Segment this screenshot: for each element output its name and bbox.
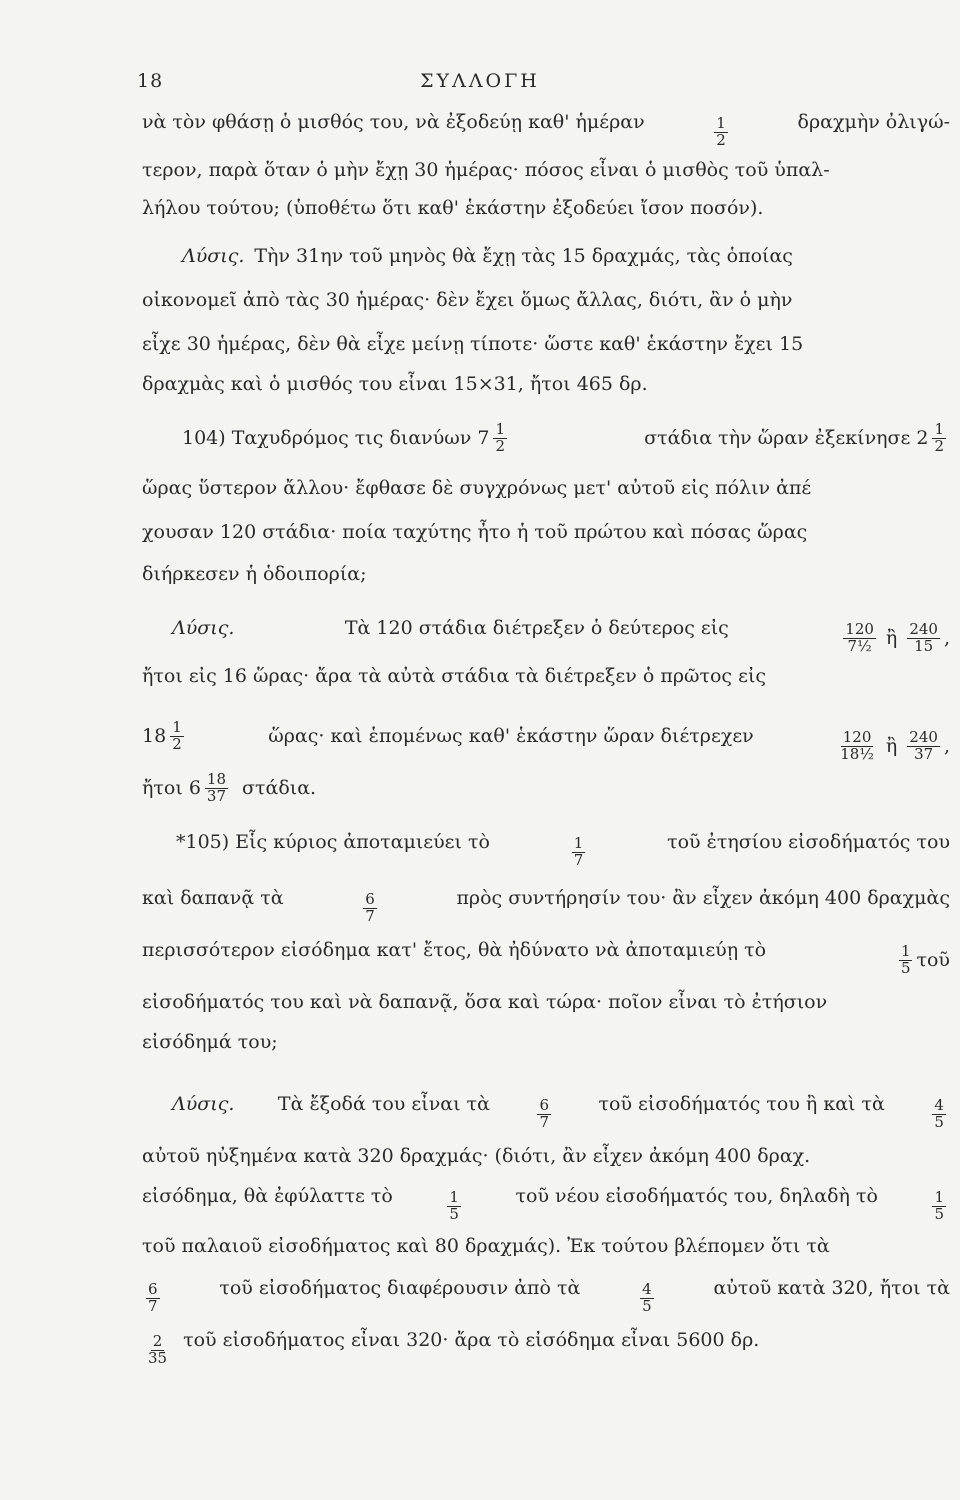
fraction: 6 7 bbox=[148, 1280, 158, 1315]
running-title: ΣΥΛΛΟΓΗ bbox=[420, 70, 540, 92]
fraction: 6 7 bbox=[365, 890, 375, 925]
fraction: 240 37 bbox=[909, 727, 938, 763]
text-line: ὥρας ὕστερον ἄλλου· ἔφθασε δὲ συγχρόνως μετ' αὐτοῦ εἰς πόλιν ἀπέ bbox=[142, 477, 812, 499]
fraction: 1 2 bbox=[495, 420, 505, 455]
text-line: οἰκονομεῖ ἀπὸ τὰς 30 ἡμέρας· δὲν ἔχει ὅμως ἄλλας, διότι, ἂν ὁ μὴν bbox=[142, 289, 793, 311]
text-line: ἤτοι 6 18 37 στάδια. bbox=[142, 770, 317, 805]
fraction: 1 5 bbox=[934, 1188, 944, 1223]
text-line: 18 1 2 ὥρας· καὶ ἑπομένως καθ' ἑκάστην ὥραν διέτρεχεν 120 18½ ἢ 240 37 , bbox=[142, 718, 950, 763]
fraction: 240 15 bbox=[909, 620, 938, 655]
text-line: 2 35 τοῦ εἰσοδήματος εἶναι 320· ἄρα τὸ εἰσόδημα εἶναι 5600 δρ. bbox=[148, 1329, 760, 1367]
text-line: ἤτοι εἰς 16 ὥρας· ἄρα τὰ αὐτὰ στάδια τὰ διέτρεξεν ὁ πρῶτος εἰς bbox=[142, 665, 767, 687]
solution-label: Λύσις. bbox=[172, 617, 235, 639]
text-line: εἰσοδήματός του καὶ νὰ δαπανᾷ, ὅσα καὶ τώρα· ποῖον εἶναι τὸ ἐτήσιον bbox=[142, 991, 828, 1013]
fraction: 4 5 bbox=[934, 1096, 944, 1131]
text-line: διήρκεσεν ἡ ὁδοιπορία; bbox=[142, 563, 367, 585]
text-line: εἰσόδημά του; bbox=[142, 1031, 278, 1053]
text-line: χουσαν 120 στάδια· ποία ταχύτης ἦτο ἡ τοῦ πρώτου καὶ πόσας ὥρας bbox=[142, 521, 808, 543]
fraction: 120 18½ bbox=[840, 727, 874, 763]
text-line: νὰ τὸν φθάσῃ ὁ μισθός του, νὰ ἐξοδεύῃ καθ' ἡμέραν 1 2 δραχμὴν ὀλιγώ- bbox=[142, 111, 950, 149]
text-line: αὐτοῦ ηὐξημένα κατὰ 320 δραχμάς· (διότι, ἂν εἶχεν ἀκόμη 400 δραχ. bbox=[142, 1145, 811, 1167]
text-line: περισσότερον εἰσόδημα κατ' ἔτος, θὰ ἠδύνατο νὰ ἀποταμιεύῃ τὸ 1 5 τοῦ bbox=[142, 939, 950, 977]
text-line: Λύσις. Τὰ ἔξοδά του εἶναι τὰ 6 7 τοῦ εἰσοδήματός του ἢ καὶ τὰ 4 5 bbox=[172, 1093, 944, 1131]
text-line: εἰσόδημα, θὰ ἐφύλαττε τὸ 1 5 τοῦ νέου εἰσοδήματός του, δηλαδὴ τὸ 1 5 bbox=[142, 1185, 944, 1223]
text-line: δραχμὰς καὶ ὁ μισθός του εἶναι 15×31, ἤτοι 465 δρ. bbox=[142, 373, 648, 395]
problem-104-line: 104) Ταχυδρόμος τις διανύων 7 1 2 στάδια τὴν ὥραν ἐξεκίνησε 2 1 2 bbox=[182, 420, 944, 455]
text-line: τοῦ παλαιοῦ εἰσοδήματος καὶ 80 δραχμάς). Ἐκ τούτου βλέπομεν ὅτι τὰ bbox=[142, 1235, 830, 1257]
text-line: Λύσις. Τὴν 31ην τοῦ μηνὸς θὰ ἔχῃ τὰς 15 δραχμάς, τὰς ὁποίας bbox=[182, 245, 793, 267]
solution-label: Λύσις. bbox=[182, 245, 245, 267]
page-number: 18 bbox=[137, 70, 164, 92]
page-body bbox=[142, 112, 950, 1380]
solution-label: Λύσις. bbox=[172, 1093, 235, 1115]
text-line: τερον, παρὰ ὅταν ὁ μὴν ἔχῃ 30 ἡμέρας· πόσος εἶναι ὁ μισθὸς τοῦ ὑπαλ- bbox=[142, 159, 830, 181]
text-line: Λύσις. Τὰ 120 στάδια διέτρεξεν ὁ δεύτερος εἰς 120 7½ ἢ 240 15 , bbox=[172, 617, 950, 655]
fraction: 1 7 bbox=[573, 834, 584, 869]
fraction: 1 2 bbox=[716, 114, 726, 149]
page-header bbox=[0, 70, 960, 100]
fraction: 6 7 bbox=[539, 1096, 549, 1131]
text-line: λήλου τούτου; (ὑποθέτω ὅτι καθ' ἑκάστην ἐξοδεύει ἴσον ποσόν). bbox=[142, 197, 764, 219]
text-line: 6 7 τοῦ εἰσοδήματος διαφέρουσιν ἀπὸ τὰ 4 5 αὐτοῦ κατὰ 320, ἤτοι τὰ bbox=[148, 1277, 950, 1315]
fraction: 18 37 bbox=[206, 770, 227, 805]
fraction: 1 2 bbox=[934, 420, 944, 455]
fraction: 1 5 bbox=[900, 942, 911, 977]
text-line: καὶ δαπανᾷ τὰ 6 7 πρὸς συντήρησίν του· ἂν εἶχεν ἀκόμη 400 δραχμὰς bbox=[142, 887, 950, 925]
fraction: 4 5 bbox=[642, 1280, 652, 1315]
fraction: 120 7½ bbox=[845, 620, 874, 655]
text-line: εἶχε 30 ἡμέρας, δὲν θὰ εἶχε μείνῃ τίποτε· ὥστε καθ' ἑκάστην ἔχει 15 bbox=[142, 333, 804, 355]
fraction: 1 2 bbox=[172, 718, 182, 753]
fraction: 1 5 bbox=[449, 1188, 459, 1223]
fraction: 2 35 bbox=[148, 1332, 168, 1367]
problem-105-line: *105) Εἷς κύριος ἀποταμιεύει τὸ 1 7 τοῦ ἐτησίου εἰσοδήματός του bbox=[176, 831, 950, 869]
